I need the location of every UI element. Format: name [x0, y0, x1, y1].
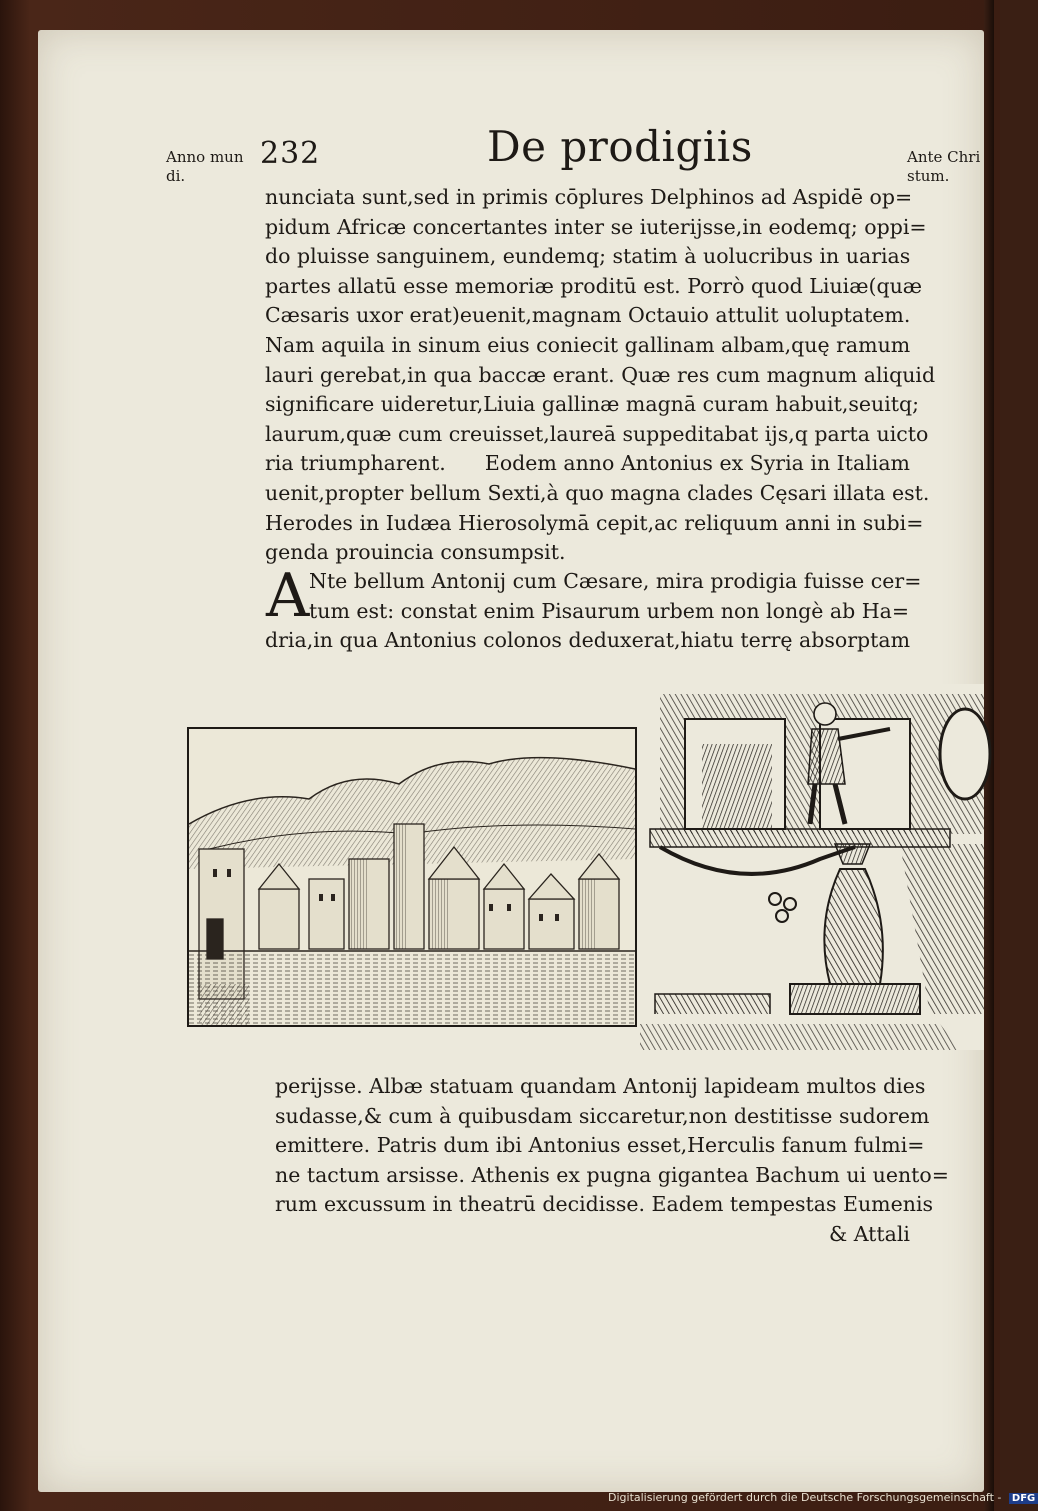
- text-block-3: [275, 1072, 949, 1250]
- woodcut-statue-illustration: [640, 684, 984, 1050]
- text-line: nunciata sunt,sed in primis cōplures Delphinos ad Aspidē op=: [265, 185, 913, 209]
- text-line: perijsse. Albæ statuam quandam Antonij lapideam multos dies: [275, 1074, 926, 1098]
- initial-letter: A: [266, 561, 310, 631]
- text-line: emittere. Patris dum ibi Antonius esset,Herculis fanum fulmi=: [275, 1133, 925, 1158]
- text-line: lauri gerebat,in qua baccæ erant. Quæ res cum magnum aliquid: [265, 362, 936, 387]
- margin-note-left: [166, 148, 244, 186]
- text-line: pidum Africæ concertantes inter se iuterijsse,in eodemq; oppi=: [265, 214, 927, 239]
- text-line: uenit,propter bellum Sexti,à quo magna clades Cęsari illata est.: [265, 480, 930, 505]
- margin-note-right-line: stum.: [907, 167, 950, 185]
- page-number: 232: [260, 136, 321, 171]
- margin-note-right: [907, 148, 980, 186]
- statue-woodcut-drawing: [640, 684, 984, 1050]
- text-line: laurum,quæ cum creuisset,laureā suppeditabat ijs,q parta uicto: [265, 421, 929, 446]
- text-line: sudasse,& cum à quibusdam siccaretur,non destitisse sudorem: [275, 1103, 930, 1128]
- text-block-1: [265, 183, 936, 568]
- text-line: Herodes in Iudæa Hierosolymā cepit,ac reliquum anni in subi=: [265, 510, 924, 535]
- running-title: De prodigiis: [487, 122, 753, 171]
- text-block-2: [265, 561, 922, 656]
- text-line: tum est: constat enim Pisaurum urbem non longè ab Ha=: [309, 598, 910, 623]
- margin-note-right-line: Ante Chri: [907, 148, 981, 166]
- text-line: Nte bellum Antonij cum Cæsare, mira prodigia fuisse cer=: [309, 569, 922, 593]
- margin-note-left-line: di.: [166, 167, 186, 185]
- text-line: ne tactum arsisse. Athenis ex pugna gigantea Bachum ui uento=: [275, 1162, 949, 1187]
- woodcut-city-illustration: [187, 727, 637, 1027]
- text-line: genda prouincia consumpsit.: [265, 540, 566, 565]
- digitization-credit: [608, 1491, 1038, 1504]
- margin-note-left-line: Anno mun: [166, 148, 244, 166]
- text-line: ria triumpharent. Eodem anno Antonius ex Syria in Italiam: [265, 451, 910, 476]
- text-line: significare uideretur,Liuia gallinæ magnā curam habuit,seuitq;: [265, 392, 920, 417]
- text-line: Cæsaris uxor erat)euenit,magnam Octauio attulit uoluptatem.: [265, 303, 911, 328]
- digitization-credit-text: Digitalisierung gefördert durch die Deutsche Forschungsgemeinschaft -: [608, 1491, 1002, 1504]
- text-line: do pluisse sanguinem, eundemq; statim à uolucribus in uarias: [265, 244, 911, 269]
- city-woodcut-drawing: [189, 729, 635, 1025]
- text-line: Nam aquila in sinum eius coniecit gallinam albam,quę ramum: [265, 332, 911, 357]
- dfg-logo: DFG: [1009, 1493, 1038, 1504]
- text-line: rum excussum in theatrū decidisse. Eadem tempestas Eumenis: [275, 1192, 934, 1217]
- text-line: dria,in qua Antonius colonos deduxerat,hiatu terrę absorptam: [265, 628, 911, 653]
- catchword: & Attali: [828, 1221, 910, 1246]
- text-line: partes allatū esse memoriæ proditū est. Porrò quod Liuiæ(quæ: [265, 273, 923, 298]
